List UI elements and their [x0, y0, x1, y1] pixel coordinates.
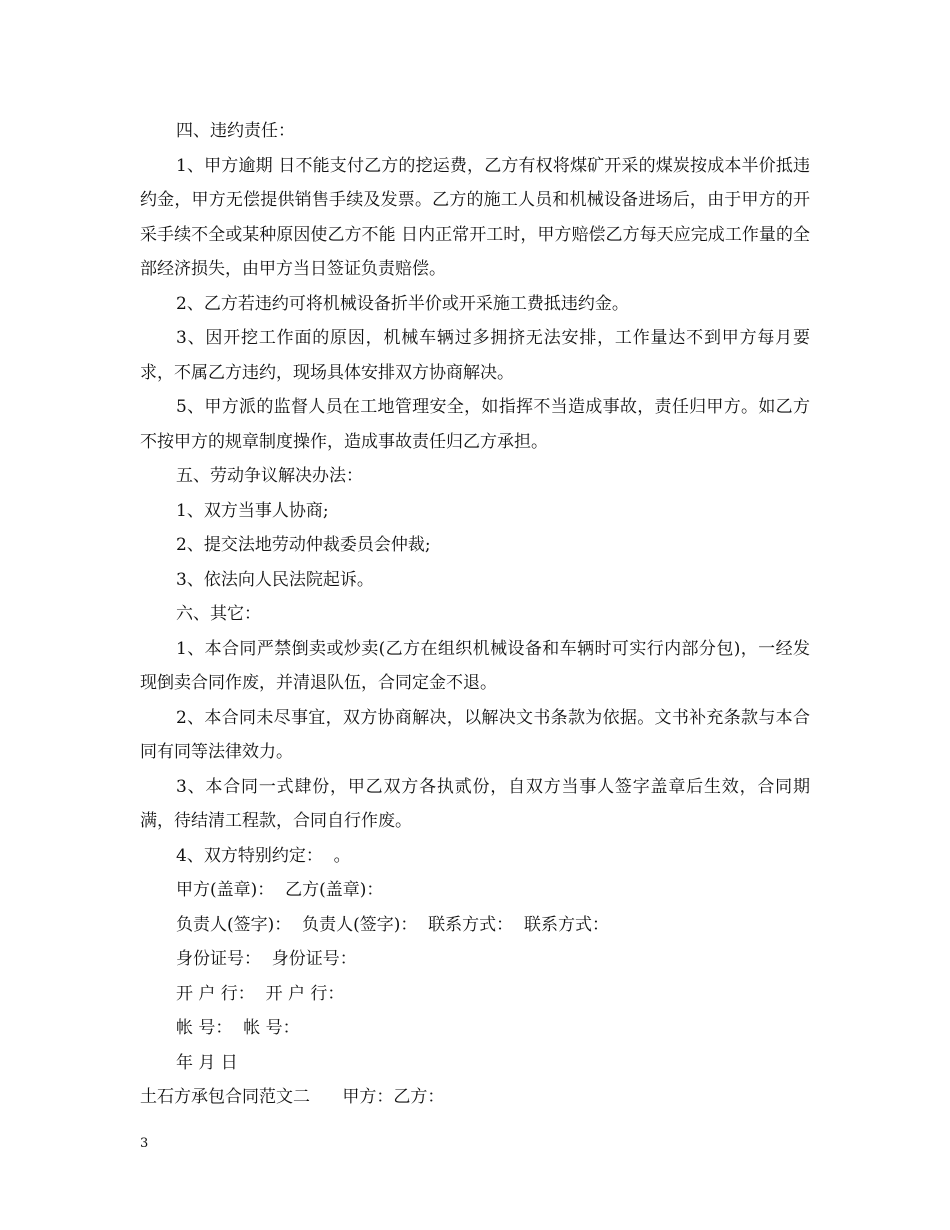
clause-paragraph: 1、甲方逾期 日不能支付乙方的挖运费，乙方有权将煤矿开采的煤炭按成本半价抵违约金，甲方无偿提供销售手续及发票。乙方的施工人员和机械设备进场后，由于甲方的开采手续不全或某种原因使乙方不能 日内正常开工时，甲方赔偿乙方每天应完成工作量的全部经济损失，由甲方当日签证负责赔偿。 [140, 155, 810, 279]
clause-paragraph: 3、因开挖工作面的原因，机械车辆过多拥挤无法安排，工作量达不到甲方每月要求，不属乙方违约，现场具体安排双方协商解决。 [140, 328, 810, 383]
clause-paragraph: 2、本合同未尽事宜，双方协商解决，以解决文书条款为依据。文书补充条款与本合同有同等法律效力。 [140, 707, 810, 762]
signature-line-date: 年 月 日 [176, 1052, 238, 1073]
clause-paragraph: 1、双方当事人协商; [176, 500, 329, 521]
clause-paragraph: 2、提交法地劳动仲裁委员会仲裁; [176, 535, 431, 555]
clause-paragraph: 3、依法向人民法院起诉。 [176, 569, 374, 590]
section-heading-other: 六、其它： [176, 604, 261, 624]
document-body [140, 114, 810, 1115]
clause-paragraph: 3、本合同一式肆份，甲乙双方各执贰份，自双方当事人签字盖章后生效，合同期满，待结清工程款，合同自行作废。 [140, 776, 810, 831]
page-number: 3 [140, 1136, 149, 1151]
signature-line-seal: 甲方(盖章)： 乙方(盖章)： [176, 880, 384, 900]
next-document-title: 土石方承包合同范文二 甲方：乙方： [140, 1087, 445, 1107]
section-heading-breach-liability: 四、违约责任： [176, 121, 295, 141]
signature-line-responsible-person: 负责人(签字)： 负责人(签字)： 联系方式： 联系方式： [176, 914, 609, 935]
clause-paragraph: 1、本合同严禁倒卖或炒卖(乙方在组织机械设备和车辆时可实行内部分包)，一经发现倒卖合同作废，并清退队伍，合同定金不退。 [140, 638, 810, 693]
signature-line-account: 帐 号： 帐 号： [176, 1018, 300, 1038]
clause-paragraph: 4、双方特别约定： 。 [176, 845, 351, 866]
clause-paragraph: 5、甲方派的监督人员在工地管理安全，如指挥不当造成事故，责任归甲方。如乙方不按甲方的规章制度操作，造成事故责任归乙方承担。 [140, 397, 810, 452]
signature-line-bank: 开 户 行： 开 户 行： [176, 983, 345, 1004]
clause-paragraph: 2、乙方若违约可将机械设备折半价或开采施工费抵违约金。 [176, 293, 629, 314]
signature-line-id-number: 身份证号： 身份证号： [176, 949, 357, 969]
section-heading-dispute-resolution: 五、劳动争议解决办法： [176, 466, 363, 486]
